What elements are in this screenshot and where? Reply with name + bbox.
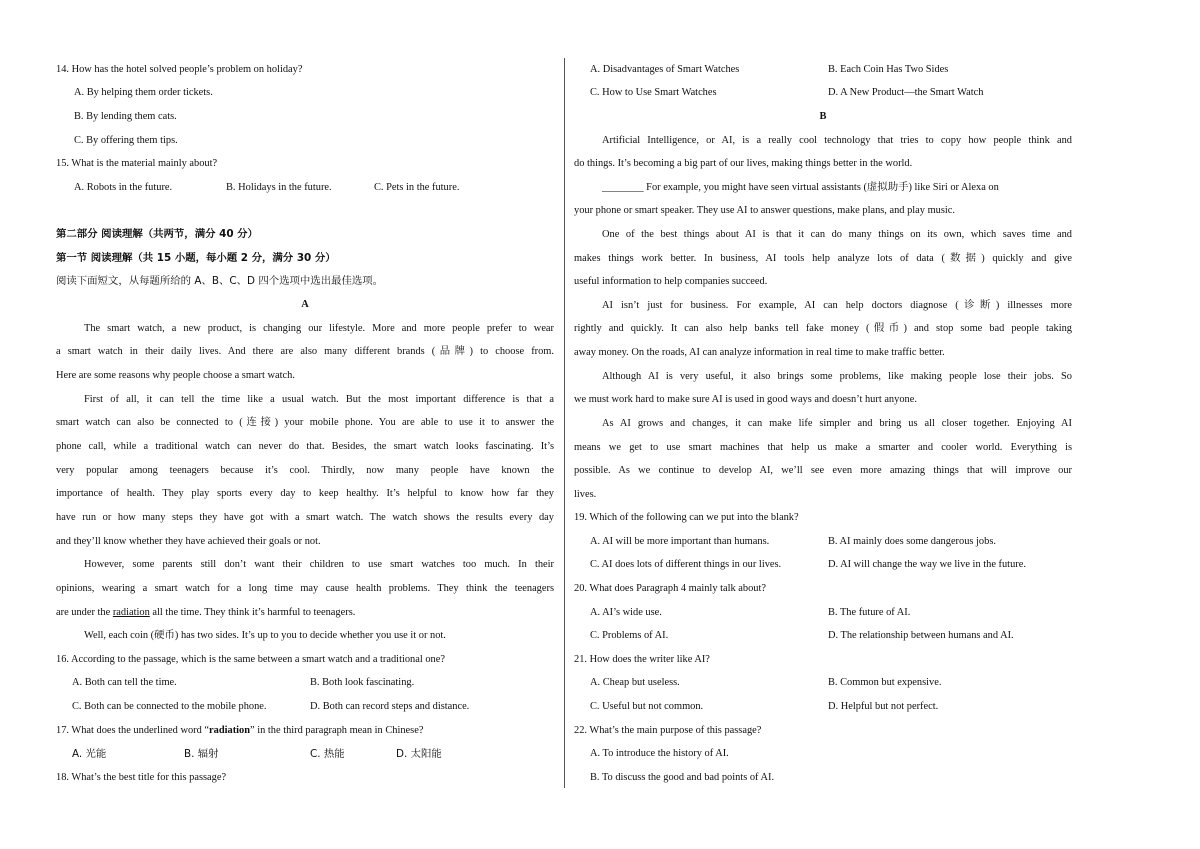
passage-b-line: do things. It’s becoming a big part of our lives, making things better in the world. [574,158,913,169]
section1-heading: 第一节 阅读理解（共 15 小题，每小题 2 分，满分 30 分） [56,252,336,264]
question-17: 17. What does the underlined word “radiation” in the third paragraph mean in Chinese? [56,725,424,736]
q22-option-b: B. To discuss the good and bad points of AI. [590,772,775,783]
passage-b-line: useful information to help companies succeed. [574,276,768,287]
q21-option-b: B. Common but expensive. [828,677,942,688]
passage-a-line: have run or how many steps they have got with a smart watch. The watch shows the results every day [56,512,554,523]
q16-option-a: A. Both can tell the time. [72,677,177,688]
question-21: 21. How does the writer like AI? [574,654,710,665]
q18-option-d: D. A New Product—the Smart Watch [828,87,984,98]
q15-option-a: A. Robots in the future. [74,182,173,193]
passage-b-blank-line: ________ For example, you might have seen virtual assistants (虚拟助手) like Siri or Alexa on [602,182,999,193]
passage-a-line: Well, each coin (硬币) has two sides. It’s up to you to decide whether you use it or not. [84,630,446,641]
passage-a-line: importance of health. They play sports every day to keep healthy. It’s helpful to know how far they [56,488,554,499]
passage-b-line: As AI grows and changes, it can make life simpler and bring us all closer together. Enjoying AI [602,418,1072,429]
passage-a-line: phone call, while a traditional watch can never do that. Besides, the smart watch looks fascinating. It’s [56,441,554,452]
passage-a-line: However, some parents still don’t want their children to use smart watches too much. In their [84,559,554,570]
question-14: 14. How has the hotel solved people’s problem on holiday? [56,64,303,75]
part2-heading: 第二部分 阅读理解（共两节，满分 40 分） [56,228,258,240]
q20-option-b: B. The future of AI. [828,607,911,618]
question-20: 20. What does Paragraph 4 mainly talk about? [574,583,766,594]
q20-option-d: D. The relationship between humans and AI. [828,630,1014,641]
q17-option-b: B. 辐射 [184,748,219,760]
q21-option-d: D. Helpful but not perfect. [828,701,939,712]
q18-option-c: C. How to Use Smart Watches [590,87,717,98]
q19-option-a: A. AI will be more important than humans. [590,536,770,547]
q19-option-b: B. AI mainly does some dangerous jobs. [828,536,996,547]
passage-b-line: Although AI is very useful, it also brings some problems, like making people lose their jobs. So [602,371,1072,382]
q17-option-c: C. 热能 [310,748,345,760]
question-15: 15. What is the material mainly about? [56,158,218,169]
answer-blank: ________ [602,182,644,193]
q14-option-c: C. By offering them tips. [74,135,178,146]
passage-b-line: Artificial Intelligence, or AI, is a really cool technology that tries to copy how people think and [602,135,1072,146]
passage-b-line: we must work hard to make sure AI is used in good ways and doesn’t hurt anyone. [574,394,917,405]
passage-a-line: Here are some reasons why people choose a smart watch. [56,370,295,381]
passage-b-line: means we get to use smart machines that help us make a smarter and cooler world. Everything is [574,442,1072,453]
q16-option-b: B. Both look fascinating. [310,677,415,688]
passage-a-line-radiation: are under the radiation all the time. They think it’s harmful to teenagers. [56,607,356,618]
q22-option-a: A. To introduce the history of AI. [590,748,729,759]
q20-option-a: A. AI’s wide use. [590,607,662,618]
q17-option-d: D. 太阳能 [396,748,442,760]
column-divider [564,58,565,788]
underlined-word-radiation: radiation [112,607,150,618]
passage-a-line: First of all, it can tell the time like a usual watch. But the most important difference is that a [84,394,554,405]
q19-option-c: C. AI does lots of different things in our lives. [590,559,782,570]
q16-option-c: C. Both can be connected to the mobile phone. [72,701,267,712]
q14-option-b: B. By lending them cats. [74,111,177,122]
passage-b-label: B [819,111,827,122]
q17-option-a: A. 光能 [72,748,107,760]
passage-a-line: The smart watch, a new product, is changing our lifestyle. More and more people prefer to wear [84,323,554,334]
passage-b-line: AI isn’t just for business. For example, AI can help doctors diagnose (诊断) illnesses more [602,300,1072,311]
q18-option-b: B. Each Coin Has Two Sides [828,64,949,75]
passage-b-line: away money. On the roads, AI can analyze information in real time to make traffic better. [574,347,945,358]
q16-option-d: D. Both can record steps and distance. [310,701,470,712]
passage-b-line: rightly and quickly. It can also help banks tell fake money (假币) and stop some bad people taking [574,323,1072,334]
passage-b-line: your phone or smart speaker. They use AI to answer questions, make plans, and play music. [574,205,956,216]
passage-a-line: opinions, wearing a smart watch for a long time may cause health problems. They think the teenagers [56,583,554,594]
passage-a-line: smart watch can also be connected to (连接) your mobile phone. You are able to use it to answer the [56,417,554,428]
question-22: 22. What’s the main purpose of this passage? [574,725,762,736]
q15-option-c: C. Pets in the future. [374,182,460,193]
q21-option-a: A. Cheap but useless. [590,677,680,688]
q19-option-d: D. AI will change the way we live in the future. [828,559,1026,570]
passage-b-line: makes things work better. In business, AI tools help analyze lots of data (数据) quickly and give [574,253,1072,264]
q18-option-a: A. Disadvantages of Smart Watches [590,64,740,75]
q20-option-c: C. Problems of AI. [590,630,669,641]
passage-b-line: possible. As we continue to develop AI, we’ll see even more amazing things that will improve our [574,465,1072,476]
question-16: 16. According to the passage, which is the same between a smart watch and a traditional one? [56,654,445,665]
question-19: 19. Which of the following can we put into the blank? [574,512,799,523]
passage-b-line: One of the best things about AI is that it can do many things on its own, which saves time and [602,229,1072,240]
question-18: 18. What’s the best title for this passage? [56,772,227,783]
passage-b-line: lives. [574,489,597,500]
passage-a-label: A [301,299,309,310]
passage-a-line: and they’ll know whether they have achieved their goals or not. [56,536,321,547]
passage-a-line: very popular among teenagers because it’s cool. Thirdly, now many people have known the [56,465,554,476]
q14-option-a: A. By helping them order tickets. [74,87,213,98]
q21-option-c: C. Useful but not common. [590,701,704,712]
q15-option-b: B. Holidays in the future. [226,182,332,193]
passage-a-line: a smart watch in their daily lives. And there are also many different brands (品牌) to choose from. [56,346,554,357]
instructions: 阅读下面短文，从每题所给的 A、B、C、D 四个选项中选出最佳选项。 [56,275,384,287]
